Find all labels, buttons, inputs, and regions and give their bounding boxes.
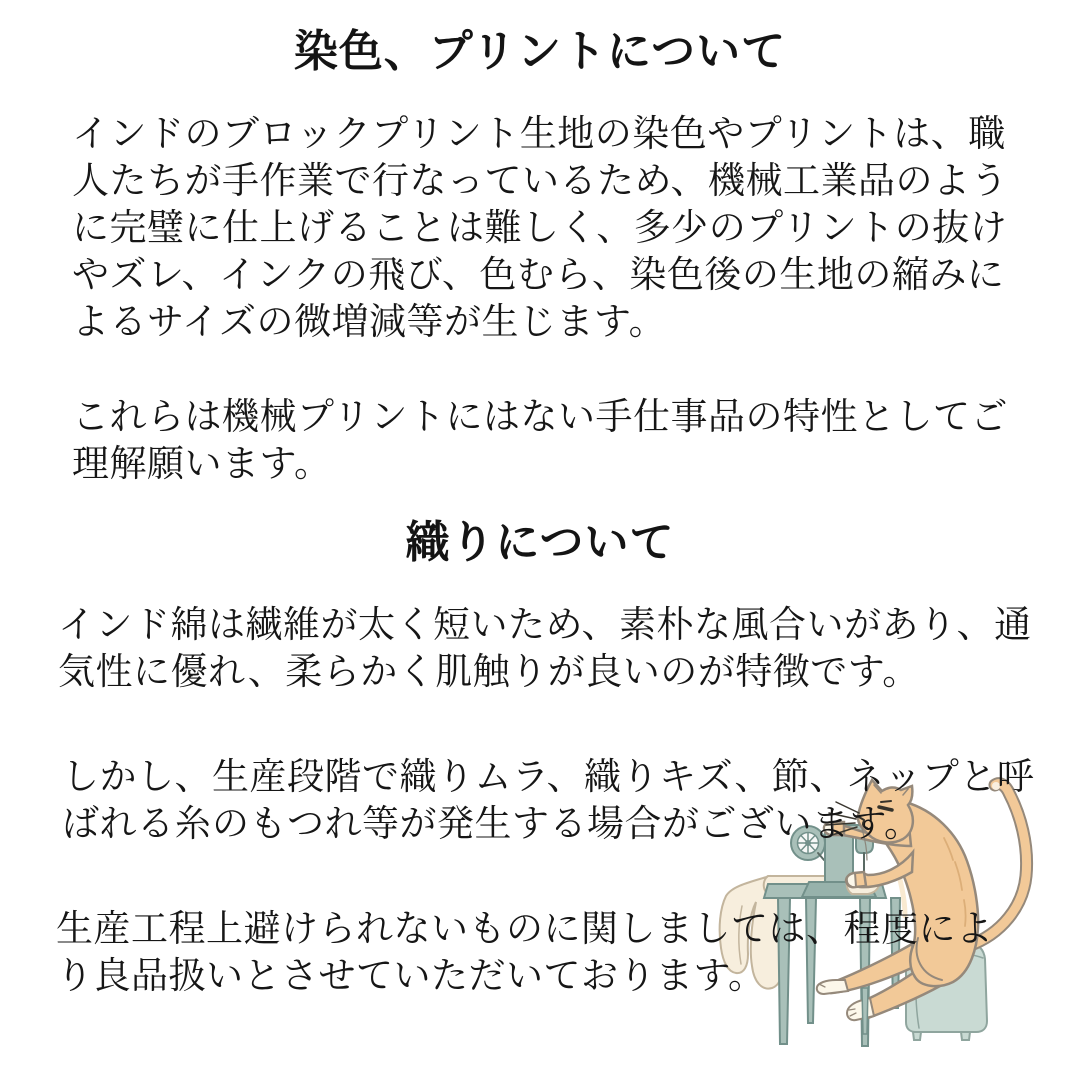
text-line: り良品扱いとさせていただいております。 <box>56 954 766 997</box>
text-line: 人たちが手作業で行なっているため、機械工業品のよう <box>72 159 1009 202</box>
text-line: に完璧に仕上げることは難しく、多少のプリントの抜け <box>72 206 1008 249</box>
text-line: ばれる糸のもつれ等が発生する場合がございます。 <box>62 802 922 845</box>
text-line: インド綿は繊維が太く短いため、素朴な風合いがあり、通 <box>58 603 1032 646</box>
paragraph-weave-1 <box>58 601 1080 695</box>
text-line: これらは機械プリントにはない手仕事品の特性としてご <box>72 395 1009 438</box>
section-heading-weave: 織りについて <box>405 517 675 568</box>
paragraph-weave-3 <box>56 905 1080 999</box>
text-line: しかし、生産段階で織りムラ、織りキズ、節、ネップと呼 <box>62 755 1035 798</box>
info-text <box>0 26 1080 999</box>
paragraph-dye-print-2 <box>72 393 1080 487</box>
paragraph-weave-2 <box>62 753 1080 847</box>
paragraph-dye-print-1 <box>72 110 1080 345</box>
text-line: インドのブロックプリント生地の染色やプリントは、職 <box>72 112 1006 155</box>
text-line: よるサイズの微増減等が生じます。 <box>72 300 667 343</box>
text-line: 理解願います。 <box>72 442 332 485</box>
text-line: やズレ、インクの飛び、色むら、染色後の生地の縮みに <box>72 253 1005 296</box>
text-line: 気性に優れ、柔らかく肌触りが良いのが特徴です。 <box>58 650 920 693</box>
text-line: 生産工程上避けられないものに関しましては、程度によ <box>56 907 994 950</box>
section-heading-dye-print: 染色、プリントについて <box>293 26 787 77</box>
